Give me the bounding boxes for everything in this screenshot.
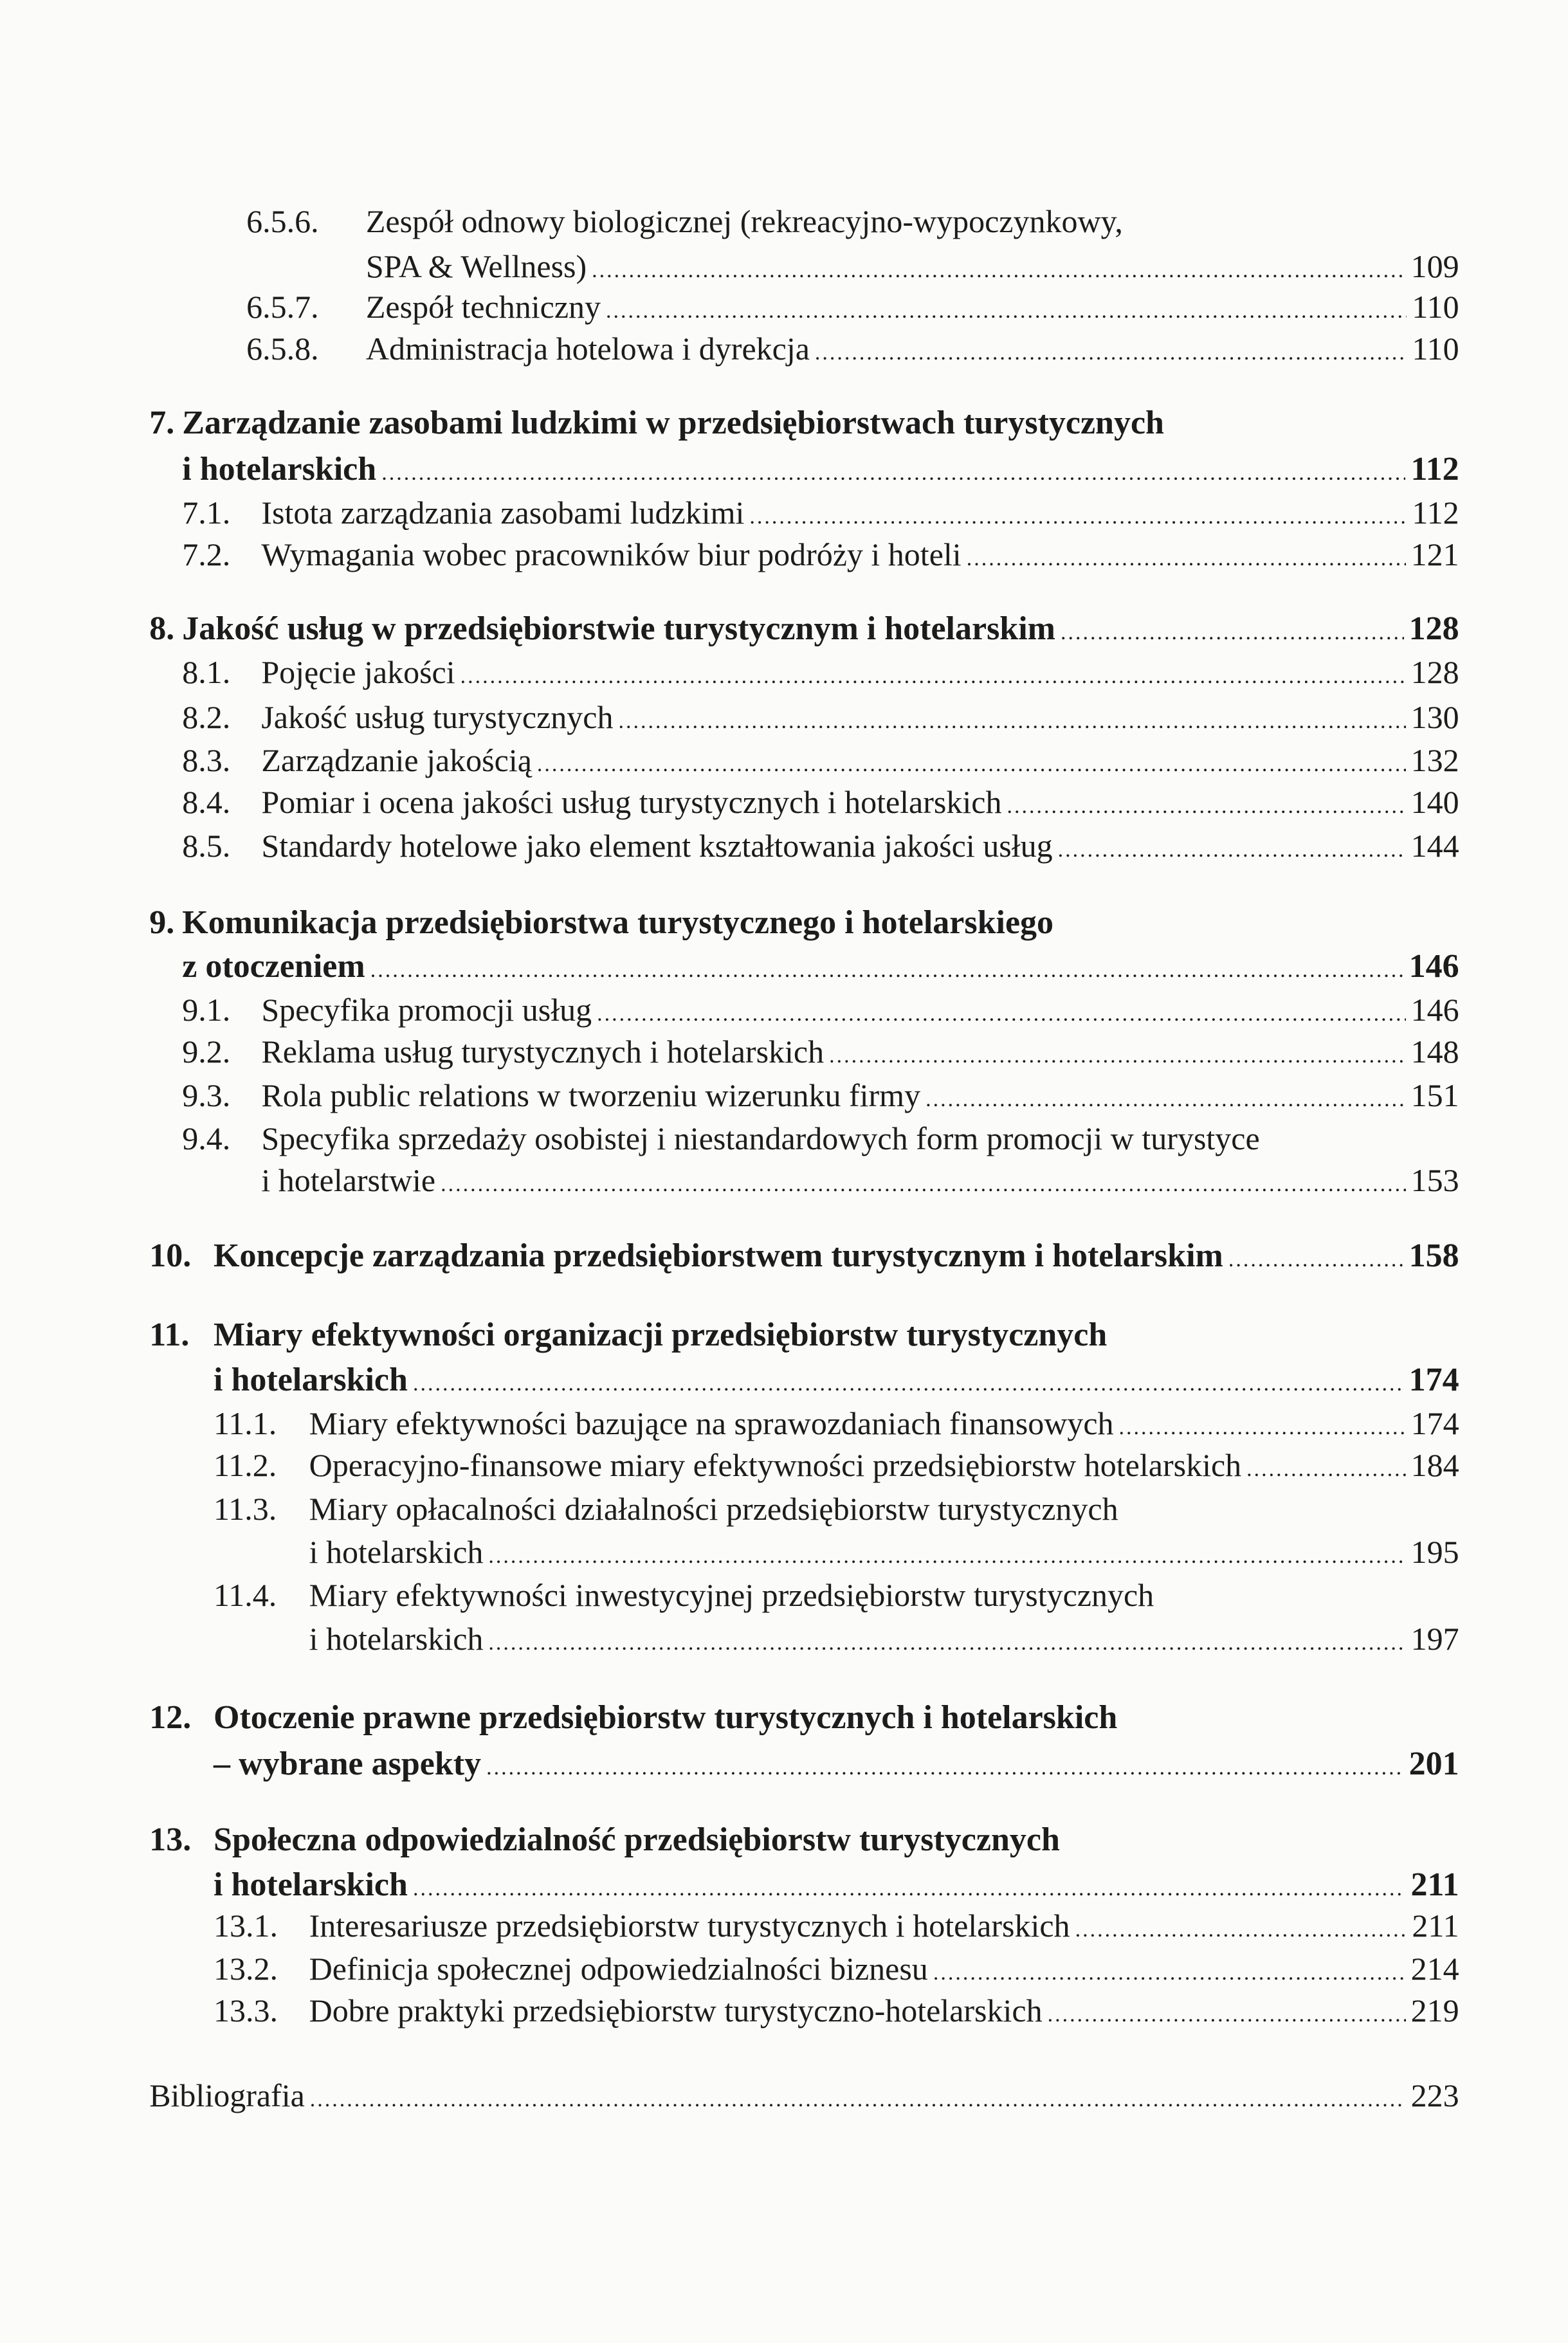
toc-entry-title: i hotelarskich <box>309 1534 484 1571</box>
toc-entry-number: 13. <box>149 1821 192 1859</box>
toc-entry-number: 13.1. <box>214 1907 278 1944</box>
toc-page-number: 201 <box>1408 1745 1459 1782</box>
toc-page-number: 184 <box>1410 1447 1459 1484</box>
toc-entry-number: 11.2. <box>214 1447 277 1484</box>
toc-page-number: 219 <box>1410 1992 1459 2028</box>
toc-entry-number: 7.1. <box>182 494 231 531</box>
toc-entry-number: 10. <box>149 1237 192 1275</box>
toc-entry-number: 7.2. <box>182 536 231 572</box>
toc-entry-line <box>182 945 1459 988</box>
toc-entry-line <box>182 696 1459 738</box>
toc-entry-title: Otoczenie prawne przedsiębiorstw turystycznych i hotelarskich <box>214 1699 1118 1736</box>
toc-entry-line <box>214 1904 1459 1947</box>
toc-page-number: 197 <box>1410 1620 1459 1657</box>
toc-entry-title: Miary efektywności bazujące na sprawozdaniach finansowych <box>309 1405 1114 1442</box>
toc-entry-number: 9.4. <box>182 1120 231 1156</box>
toc-page-number: 110 <box>1412 330 1459 367</box>
toc-entry-line <box>214 1947 1459 1990</box>
toc-entry-title: Standardy hotelowe jako element kształtowania jakości usług <box>261 827 1053 864</box>
toc-entry-line <box>214 1359 1459 1401</box>
toc-entry-line <box>214 1989 1459 2032</box>
toc-page-number: 223 <box>1410 2077 1459 2114</box>
toc-entry-line <box>149 1819 1459 1861</box>
toc-page-number: 214 <box>1410 1950 1459 1987</box>
toc-entry-line <box>182 989 1459 1031</box>
toc-entry-line <box>149 2074 1459 2117</box>
toc-entry-number: 8.3. <box>182 742 231 779</box>
leader-dots <box>1075 1909 1407 1951</box>
toc-entry-number: 7. <box>149 404 175 441</box>
toc-entry-title: Jakość usług turystycznych <box>261 699 614 736</box>
toc-entry-line <box>366 245 1459 287</box>
leader-dots <box>606 290 1407 333</box>
leader-dots <box>925 1079 1406 1121</box>
toc-entry-number: 6.5.6. <box>246 203 319 240</box>
toc-page-number: 211 <box>1410 1866 1459 1903</box>
toc-entry-line <box>214 1743 1459 1785</box>
toc-entry-line <box>182 651 1459 693</box>
toc-entry-title: i hotelarskich <box>214 1362 408 1399</box>
toc-entry-line <box>149 902 1459 944</box>
toc-entry-number: 11. <box>149 1317 190 1354</box>
leader-dots <box>488 1622 1405 1664</box>
toc-page-number: 130 <box>1410 699 1459 736</box>
toc-entry-number: 8.4. <box>182 784 231 821</box>
toc-entry-title: Miary opłacalności działalności przedsiębiorstw turystycznych <box>309 1490 1118 1527</box>
toc-page-number: 109 <box>1410 248 1459 284</box>
toc-entry-number: 8.2. <box>182 699 231 736</box>
toc-entry-title: Zespół techniczny <box>365 288 601 325</box>
leader-dots <box>370 949 1404 992</box>
toc-entry-title: i hotelarskich <box>214 1866 408 1903</box>
toc-entry-line <box>214 1574 1459 1616</box>
leader-dots <box>618 700 1405 743</box>
toc-entry-title: i hotelarstwie <box>261 1162 436 1198</box>
leader-dots <box>486 1747 1404 1789</box>
toc-page-number: 144 <box>1410 827 1459 864</box>
toc-entry-line <box>214 1444 1459 1486</box>
toc-entry-line <box>261 1159 1459 1201</box>
toc-entry-title: z otoczeniem <box>182 947 365 985</box>
toc-entry-title: – wybrane aspekty <box>214 1745 482 1782</box>
toc-entry-title: Koncepcje zarządzania przedsiębiorstwem turystycznym i hotelarskim <box>214 1237 1223 1275</box>
toc-page-number: 211 <box>1412 1907 1459 1944</box>
toc-entry-title: i hotelarskich <box>182 450 377 488</box>
toc-page-number: 132 <box>1410 742 1459 779</box>
toc-entry-number: 11.4. <box>214 1577 277 1614</box>
toc-entry-title: Specyfika promocji usług <box>261 992 592 1028</box>
toc-page-number: 146 <box>1408 947 1459 985</box>
toc-entry-line <box>246 200 1459 242</box>
toc-entry-title: Miary efektywności inwestycyjnej przedsiębiorstw turystycznych <box>309 1577 1154 1614</box>
toc-entry-title: Operacyjno-finansowe miary efektywności przedsiębiorstw hotelarskich <box>309 1447 1242 1484</box>
leader-dots <box>310 2079 1406 2121</box>
leader-dots <box>1228 1239 1404 1281</box>
leader-dots <box>749 496 1407 538</box>
leader-dots <box>381 452 1405 495</box>
toc-entry-number: 9.2. <box>182 1034 231 1070</box>
toc-page-number: 110 <box>1412 288 1459 325</box>
toc-entry-title: Zespół odnowy biologicznej (rekreacyjno-wypoczynkowy, <box>365 203 1123 240</box>
toc-entry-title: i hotelarskich <box>309 1620 484 1657</box>
toc-page-number: 128 <box>1410 654 1459 691</box>
toc-entry-title: SPA & Wellness) <box>365 248 587 284</box>
toc-entry-number: 13.2. <box>214 1950 278 1987</box>
toc-entry-title: Rola public relations w tworzeniu wizerunku firmy <box>261 1077 921 1113</box>
toc-entry-title: Definicja społecznej odpowiedzialności biznesu <box>309 1950 928 1987</box>
toc-page-number: 140 <box>1410 784 1459 821</box>
leader-dots <box>815 332 1407 374</box>
toc-entry-line <box>149 1235 1459 1277</box>
toc-entry-number: 6.5.8. <box>246 330 319 367</box>
toc-page-number: 174 <box>1410 1405 1459 1442</box>
leader-dots <box>441 1163 1405 1206</box>
toc-entry-line <box>182 491 1459 534</box>
leader-dots <box>829 1035 1405 1077</box>
toc-entry-line <box>246 286 1459 328</box>
toc-entry-line <box>182 448 1459 491</box>
toc-page-number: 128 <box>1408 610 1459 648</box>
toc-entry-title: Komunikacja przedsiębiorstwa turystycznego i hotelarskiego <box>182 904 1054 942</box>
leader-dots <box>1246 1448 1405 1491</box>
leader-dots <box>933 1952 1406 1994</box>
toc-entry-line <box>182 1030 1459 1073</box>
toc-entry-title: Zarządzanie jakością <box>261 742 532 779</box>
leader-dots <box>460 655 1406 698</box>
toc-page-number: 112 <box>1412 494 1459 531</box>
toc-entry-title: Istota zarządzania zasobami ludzkimi <box>261 494 745 531</box>
toc-entry-line <box>309 1618 1459 1660</box>
toc-entry-title: Dobre praktyki przedsiębiorstw turystyczno-hotelarskich <box>309 1992 1043 2028</box>
toc-page-number: 121 <box>1410 536 1459 572</box>
leader-dots <box>537 743 1406 786</box>
toc-page-number: 148 <box>1410 1034 1459 1070</box>
toc-entry-line <box>182 1074 1459 1117</box>
toc-entry-title: Jakość usług w przedsiębiorstwie turystycznym i hotelarskim <box>182 610 1055 648</box>
toc-entry-number: 12. <box>149 1699 192 1736</box>
toc-entry-line <box>182 1117 1459 1160</box>
toc-entry-line <box>182 781 1459 823</box>
toc-entry-line <box>246 327 1459 370</box>
toc-page-number: 153 <box>1410 1162 1459 1198</box>
toc-entry-number: 11.1. <box>214 1405 277 1442</box>
toc-entry-line <box>149 1697 1459 1739</box>
toc-entry-line <box>214 1402 1459 1445</box>
toc-entry-title: Wymagania wobec pracowników biur podróży i hoteli <box>261 536 962 572</box>
toc-entry-title: Bibliografia <box>149 2077 305 2114</box>
toc-entry-line <box>182 825 1459 867</box>
toc-page-number: 195 <box>1410 1534 1459 1571</box>
leader-dots <box>1007 785 1405 828</box>
toc-page-number: 158 <box>1408 1237 1459 1275</box>
leader-dots <box>597 993 1405 1035</box>
toc-entry-line <box>149 608 1459 650</box>
toc-entry-line <box>182 739 1459 781</box>
toc-entry-number: 8.5. <box>182 827 231 864</box>
leader-dots <box>1119 1407 1406 1449</box>
toc-entry-number: 8. <box>149 610 175 648</box>
toc-entry-title: Społeczna odpowiedzialność przedsiębiorstw turystycznych <box>214 1821 1060 1859</box>
toc-entry-number: 9. <box>149 904 175 942</box>
leader-dots <box>413 1363 1404 1405</box>
toc-entry-number: 6.5.7. <box>246 288 319 325</box>
toc-entry-number: 9.3. <box>182 1077 231 1113</box>
toc-entry-line <box>214 1488 1459 1530</box>
toc-page-number: 112 <box>1410 450 1459 488</box>
toc-page-number: 151 <box>1410 1077 1459 1113</box>
leader-dots <box>1058 829 1406 871</box>
toc-page-number: 174 <box>1408 1362 1459 1399</box>
toc-entry-title: Pojęcie jakości <box>261 654 455 691</box>
leader-dots <box>1061 612 1404 654</box>
toc-entry-line <box>182 533 1459 576</box>
toc-entry-title: Specyfika sprzedaży osobistej i niestandardowych form promocji w turystyce <box>261 1120 1260 1156</box>
toc-entry-title: Miary efektywności organizacji przedsiębiorstw turystycznych <box>214 1317 1108 1354</box>
leader-dots <box>1048 1994 1406 2036</box>
toc-entry-title: Zarządzanie zasobami ludzkimi w przedsiębiorstwach turystycznych <box>182 404 1164 441</box>
leader-dots <box>967 538 1406 580</box>
toc-entry-number: 11.3. <box>214 1490 277 1527</box>
toc-entry-title: Pomiar i ocena jakości usług turystycznych i hotelarskich <box>261 784 1002 821</box>
toc-entry-number: 8.1. <box>182 654 231 691</box>
toc-entry-number: 9.1. <box>182 992 231 1028</box>
toc-entry-title: Interesariusze przedsiębiorstw turystycznych i hotelarskich <box>309 1907 1070 1944</box>
toc-entry-title: Administracja hotelowa i dyrekcja <box>365 330 810 367</box>
leader-dots <box>488 1535 1405 1578</box>
toc-entry-line <box>149 402 1459 444</box>
toc-entry-title: Reklama usług turystycznych i hotelarskich <box>261 1034 825 1070</box>
toc-entry-line <box>149 1314 1459 1356</box>
toc-entry-number: 13.3. <box>214 1992 278 2028</box>
toc-entry-line <box>214 1864 1459 1906</box>
toc-entry-line <box>309 1531 1459 1573</box>
toc-page-number: 146 <box>1410 992 1459 1028</box>
